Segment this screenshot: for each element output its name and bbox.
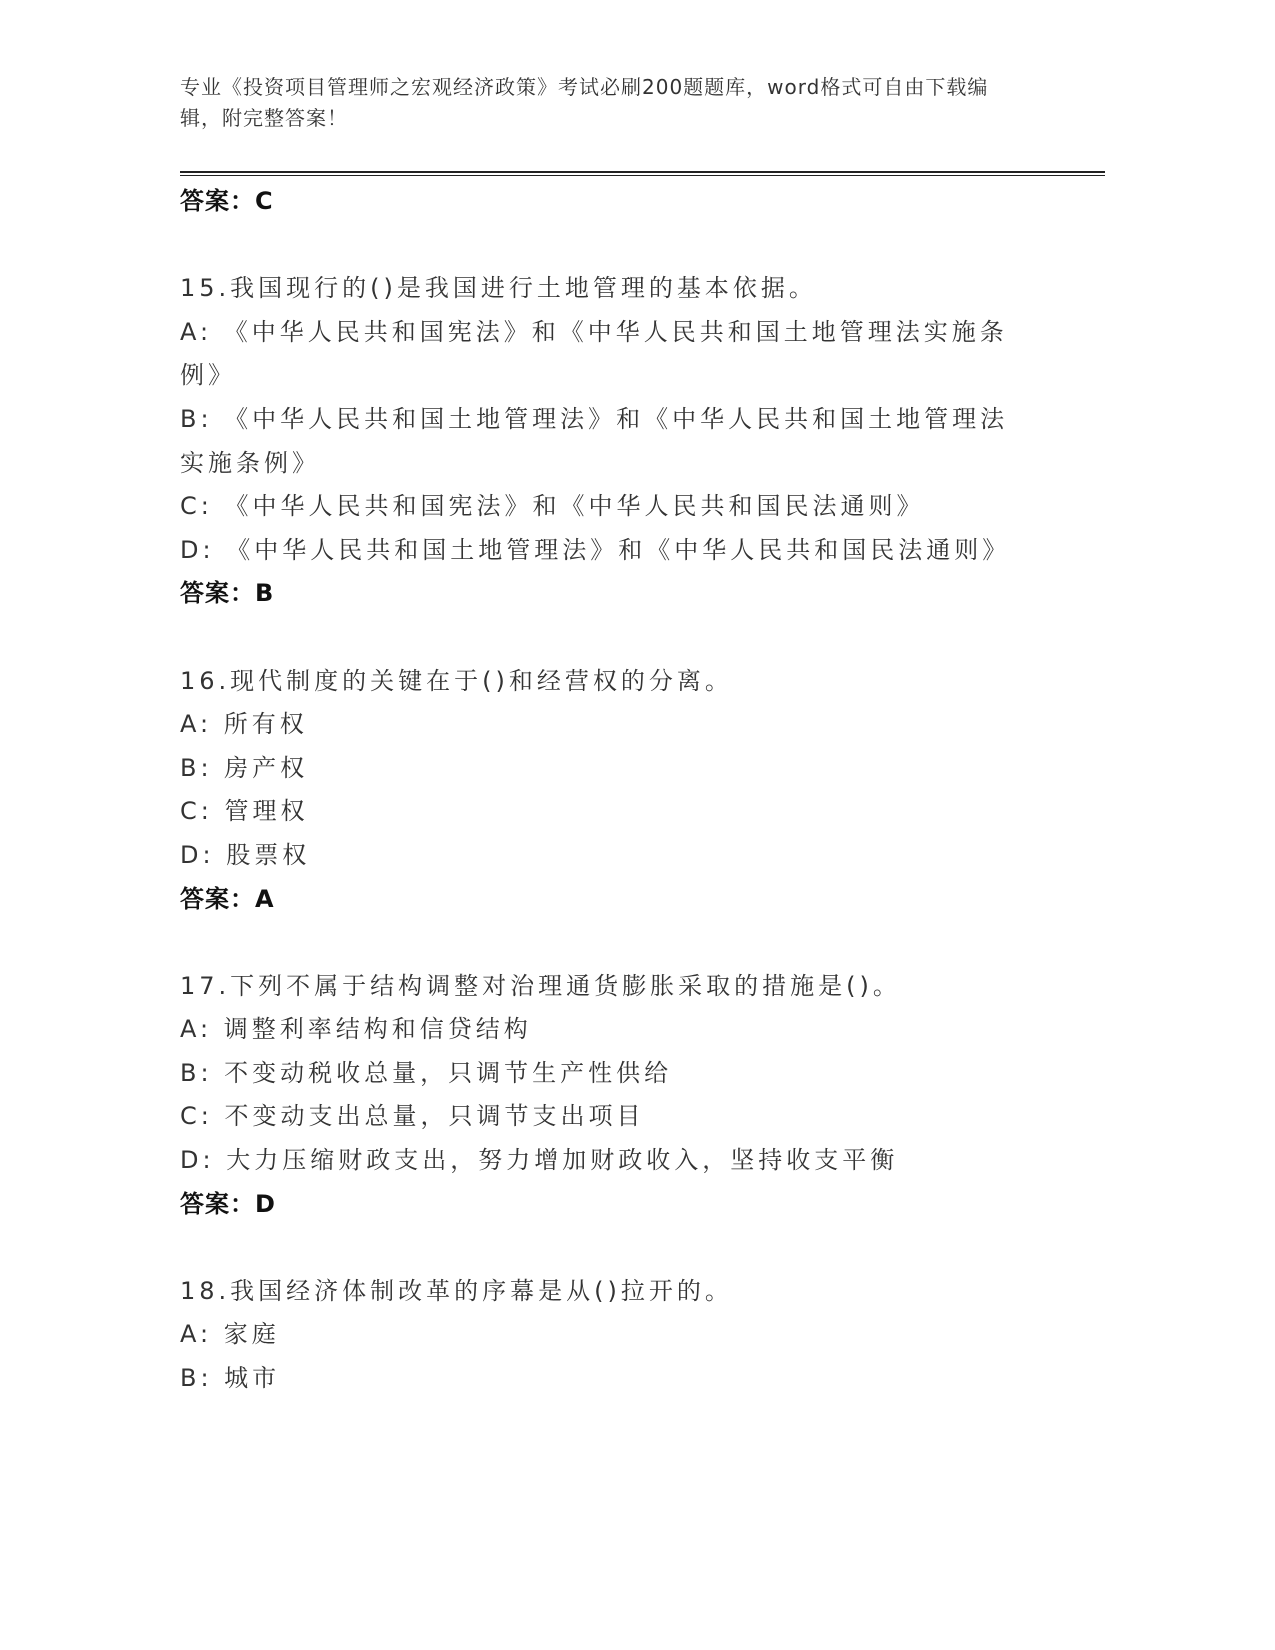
- option-a: A: 调整利率结构和信贷结构: [180, 1015, 532, 1044]
- answer: 答案：B: [180, 579, 275, 608]
- option-d: D: 大力压缩财政支出，努力增加财政收入，坚持收支平衡: [180, 1146, 899, 1175]
- question-16: [180, 660, 1030, 922]
- option-a: A: 《中华人民共和国宪法》和《中华人民共和国土地管理法实施条例》: [180, 317, 1008, 390]
- option-a: A: 所有权: [180, 710, 308, 739]
- question-list: [180, 180, 1030, 1401]
- option-a: A: 家庭: [180, 1320, 280, 1349]
- option-d: D: 股票权: [180, 840, 311, 869]
- option-b: B: 《中华人民共和国土地管理法》和《中华人民共和国土地管理法实施条例》: [180, 404, 1009, 477]
- header-divider-thin: [180, 175, 1105, 176]
- question-text: 18.我国经济体制改革的序幕是从()拉开的。: [180, 1276, 733, 1305]
- answer: 答案：A: [180, 884, 275, 913]
- option-b: B: 城市: [180, 1364, 281, 1393]
- question-text: 17.下列不属于结构调整对治理通货膨胀采取的措施是()。: [180, 971, 901, 1000]
- option-b: B: 不变动税收总量，只调节生产性供给: [180, 1058, 673, 1087]
- option-b: B: 房产权: [180, 753, 309, 782]
- answer: 答案：D: [180, 1189, 276, 1218]
- question-text: 16.现代制度的关键在于()和经营权的分离。: [180, 666, 733, 695]
- question-text: 15.我国现行的()是我国进行土地管理的基本依据。: [180, 274, 817, 303]
- option-d: D: 《中华人民共和国土地管理法》和《中华人民共和国民法通则》: [180, 535, 1011, 564]
- option-c: C: 管理权: [180, 797, 309, 826]
- document-intro: 专业《投资项目管理师之宏观经济政策》考试必刷200题题库，word格式可自由下载编辑，附完整答案！: [180, 75, 989, 130]
- question-17: [180, 965, 1030, 1227]
- header-divider: [180, 171, 1105, 173]
- option-c: C: 《中华人民共和国宪法》和《中华人民共和国民法通则》: [180, 492, 925, 521]
- previous-answer: 答案：C: [180, 187, 274, 215]
- option-c: C: 不变动支出总量，只调节支出项目: [180, 1102, 645, 1131]
- question-15: [180, 267, 1030, 616]
- question-18: [180, 1270, 1030, 1401]
